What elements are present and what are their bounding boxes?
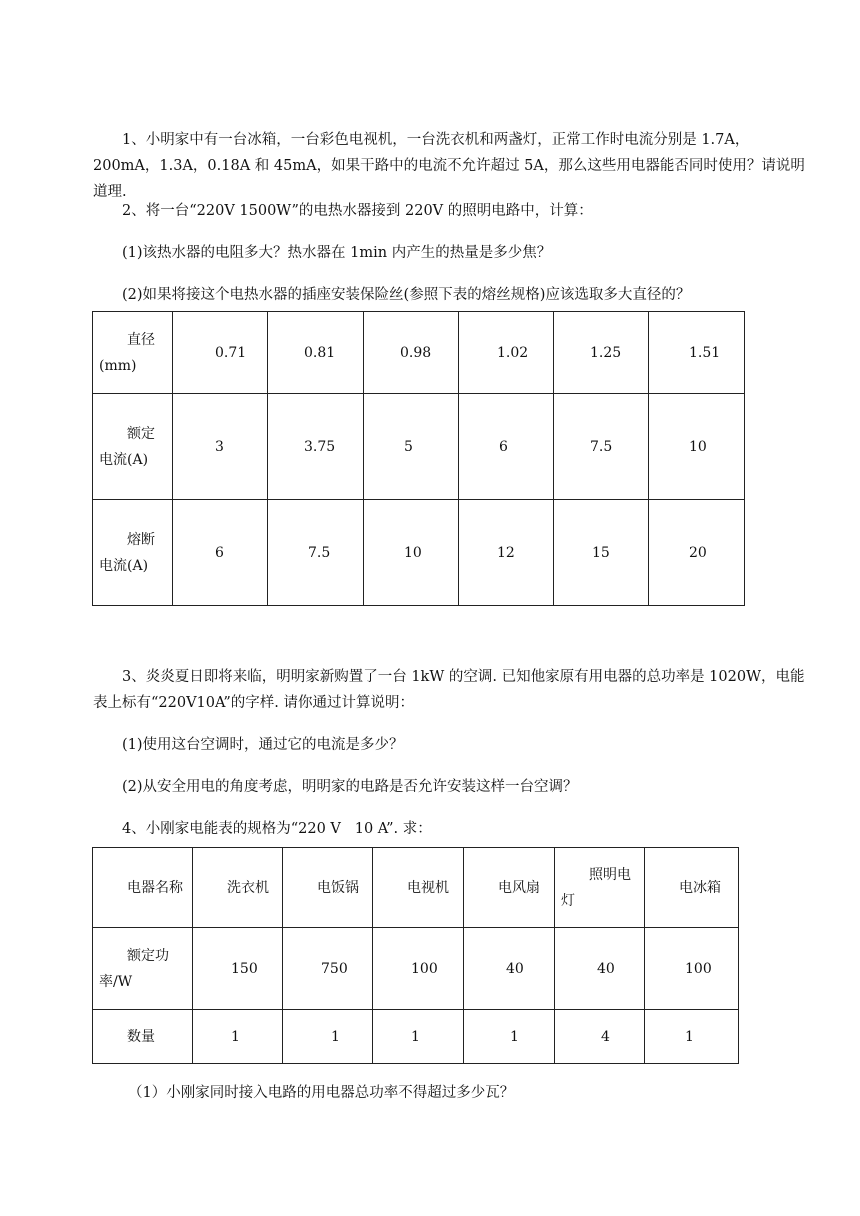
column-header: 电饭锅 <box>317 879 359 896</box>
appliance-header-row <box>93 848 739 928</box>
table-cell: 1.25 <box>590 344 622 361</box>
table-cell: 40 <box>597 960 615 977</box>
table-cell: 1.51 <box>689 344 721 361</box>
question-4-stem: 4、小刚家电能表的规格为“220 V 10 A”. 求： <box>122 821 432 837</box>
table-cell: 1 <box>331 1028 340 1045</box>
appliance-row-quantity <box>93 1010 739 1064</box>
table-cell: 1.02 <box>497 344 529 361</box>
appliance-table <box>92 847 739 1064</box>
table-cell: 6 <box>499 438 508 455</box>
column-header: 照明电灯 <box>561 866 631 909</box>
table-cell: 0.98 <box>400 344 432 361</box>
table-cell: 40 <box>506 960 524 977</box>
table-cell: 6 <box>215 544 224 561</box>
table-cell: 7.5 <box>590 438 613 455</box>
row-label: 额定电流(A) <box>99 425 155 468</box>
column-header: 电风扇 <box>498 879 540 896</box>
table-cell: 3 <box>215 438 224 455</box>
table-cell: 1 <box>510 1028 519 1045</box>
question-2-sub2: (2)如果将接这个电热水器的插座安装保险丝(参照下表的熔丝规格)应该选取多大直径的？ <box>122 287 691 303</box>
fuse-row-rated-current <box>93 394 745 500</box>
question-2-sub1: (1)该热水器的电阻多大？热水器在 1min 内产生的热量是多少焦？ <box>122 245 552 261</box>
fuse-row-diameter <box>93 312 745 394</box>
table-cell: 0.81 <box>304 344 336 361</box>
table-cell: 12 <box>497 544 515 561</box>
column-header: 电冰箱 <box>679 879 721 896</box>
row-label: 额定功率/W <box>99 947 169 990</box>
table-cell: 15 <box>592 544 610 561</box>
table-cell: 100 <box>685 960 712 977</box>
question-3-sub2: (2)从安全用电的角度考虑，明明家的电路是否允许安装这样一台空调？ <box>122 779 578 795</box>
table-cell: 7.5 <box>308 544 331 561</box>
appliance-row-rated-power <box>93 928 739 1010</box>
table-cell: 1 <box>411 1028 420 1045</box>
question-3-sub1: (1)使用这台空调时，通过它的电流是多少？ <box>122 737 404 753</box>
column-header: 洗衣机 <box>227 879 269 896</box>
fuse-row-fusing-current <box>93 500 745 606</box>
question-4-sub1: （1）小刚家同时接入电路的用电器总功率不得超过多少瓦？ <box>128 1085 515 1101</box>
question-1: 1、小明家中有一台冰箱，一台彩色电视机，一台洗衣机和两盏灯，正常工作时电流分别是 1.7A，200mA，1.3A，0.18A 和 45mA，如果干路中的电流不允许超过 5A，那么这些用电器能否同时使用？请说明道理. <box>93 132 805 200</box>
table-cell: 750 <box>321 960 348 977</box>
question-2-stem: 2、将一台“220V 1500W”的电热水器接到 220V 的照明电路中，计算： <box>122 203 593 219</box>
table-cell: 1 <box>231 1028 240 1045</box>
column-header: 电器名称 <box>127 879 183 896</box>
question-3-stem: 3、炎炎夏日即将来临，明明家新购置了一台 1kW 的空调. 已知他家原有用电器的总功率是 1020W，电能表上标有“220V10A”的字样. 请你通过计算说明： <box>93 669 805 711</box>
row-label: 直径(mm) <box>99 331 155 374</box>
table-cell: 150 <box>231 960 258 977</box>
fuse-spec-table <box>92 311 745 606</box>
table-cell: 10 <box>404 544 422 561</box>
table-cell: 3.75 <box>304 438 336 455</box>
table-cell: 0.71 <box>215 344 247 361</box>
table-cell: 20 <box>689 544 707 561</box>
row-label: 数量 <box>127 1028 155 1045</box>
table-cell: 4 <box>601 1028 610 1045</box>
column-header: 电视机 <box>407 879 449 896</box>
table-cell: 5 <box>404 438 413 455</box>
table-cell: 100 <box>411 960 438 977</box>
row-label: 熔断电流(A) <box>99 531 155 574</box>
table-cell: 1 <box>685 1028 694 1045</box>
table-cell: 10 <box>689 438 707 455</box>
